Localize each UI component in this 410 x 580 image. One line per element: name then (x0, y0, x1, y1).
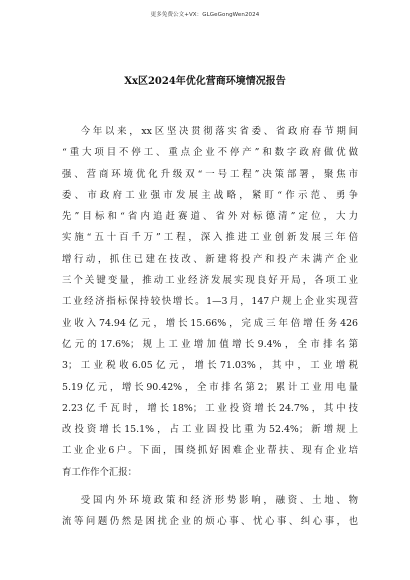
text-line: 5.19亿元，增长90.42%，全市排名第2；累计工业用电量 (62, 381, 358, 393)
text-line: 工业企业6户。下面，围绕抓好困难企业帮扶、现有企业培 (62, 445, 358, 457)
paragraph (62, 121, 358, 483)
text-line: 实施“五十百千万”工程，深入推进工业创新发展三年倍 (62, 232, 358, 244)
text-line: 改投资增长15.1%，占工业固投比重为52.4%；新增规上 (62, 424, 358, 436)
text-line: 工业经济指标保持较快增长。1—3月，147户规上企业实现营 (62, 296, 358, 308)
text-line: 3；工业税收6.05亿元，增长71.03%，其中，工业增税 (62, 360, 358, 372)
text-line: 先”目标和“省内追赶赛道、省外对标德清”定位，大力 (62, 211, 358, 223)
text-line: 强、营商环境优化升级双“一号工程”决策部署，聚焦市 (62, 168, 358, 180)
document-body (62, 121, 358, 533)
text-line: 三个关键变量，推动工业经济发展实现良好开局，各项工业 (62, 275, 358, 287)
text-line: 2.23亿千瓦时，增长18%；工业投资增长24.7%，其中技 (62, 402, 358, 414)
text-line: 业收入74.94亿元，增长15.66%，完成三年倍增任务426 (62, 317, 358, 329)
text-line: “重大项目不停工、重点企业不停产”和数字政府做优做 (62, 147, 358, 159)
text-line: 增行动，抓住已建在技改、新建将投产和投产未满产企业 (62, 253, 358, 265)
text-line: 委、市政府工业强市发展主战略，紧盯“作示范、勇争 (62, 189, 358, 201)
text-line: 今年以来，xx区坚决贯彻落实省委、省政府春节期间 (80, 126, 358, 137)
text-line: 受国内外环境政策和经济形势影响，融资、土地、物 (80, 495, 358, 507)
text-line: 亿元的17.6%；规上工业增加值增长9.4%，全市排名第 (62, 338, 358, 350)
text-line: 流等问题仍然是困扰企业的烦心事、忧心事、纠心事，也 (62, 516, 358, 528)
text-line: 育工作作个汇报： (62, 466, 138, 478)
page-header: 更多免费公文+VX：GLGeGongWen2024 (150, 12, 260, 18)
paragraph (62, 490, 358, 533)
document-title: Xx区2024年优化营商环境情况报告 (124, 76, 286, 87)
